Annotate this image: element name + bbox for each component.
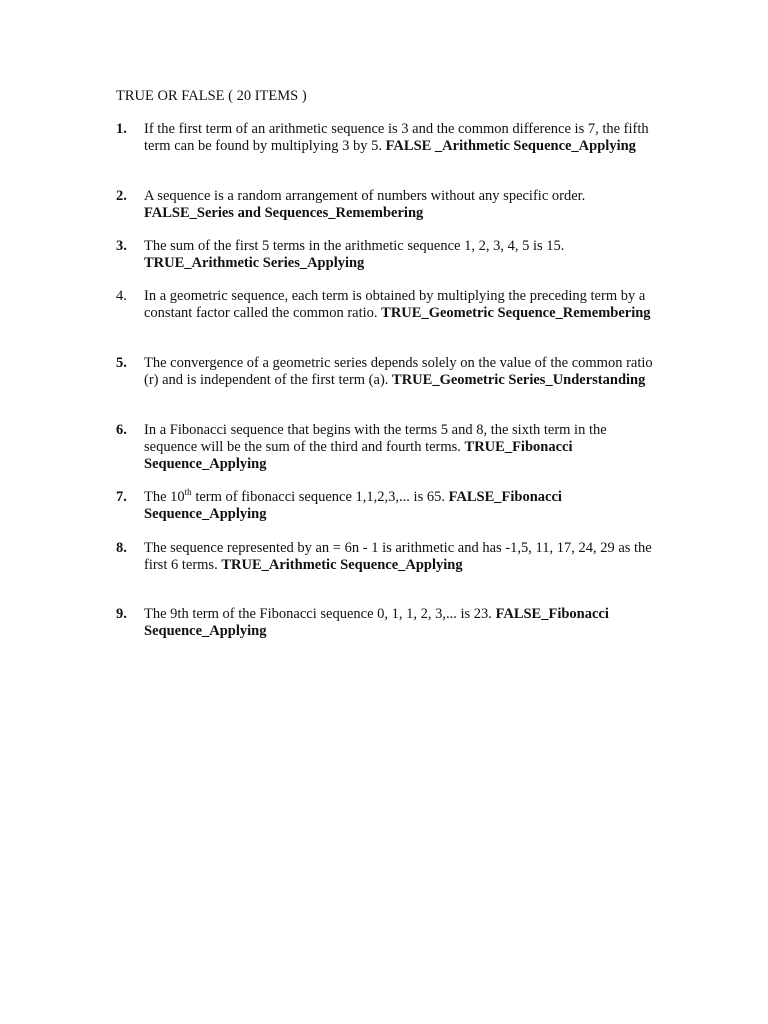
item-question-text: A sequence is a random arrangement of numbers without any specific order. xyxy=(144,188,586,204)
item-answer: FALSE_Fibonacci Sequence_Applying xyxy=(144,606,609,639)
item-body xyxy=(144,489,660,523)
item-number: 8. xyxy=(116,540,127,556)
item-number: 1. xyxy=(116,121,127,137)
question-item-5 xyxy=(116,355,660,389)
question-item-1 xyxy=(116,121,660,155)
question-item-8 xyxy=(116,540,660,574)
question-item-7 xyxy=(116,489,660,523)
item-question-text: The convergence of a geometric series depends solely on the value of the common ratio (r) and is independent of the first term (a). xyxy=(144,355,653,388)
item-question-text: In a Fibonacci sequence that begins with the terms 5 and 8, the sixth term in the sequence will be the sum of the third and fourth terms. xyxy=(144,422,607,455)
question-item-2 xyxy=(116,188,660,222)
item-question-text: The 9th term of the Fibonacci sequence 0, 1, 1, 2, 3,... is 23. xyxy=(144,606,496,622)
item-body xyxy=(144,540,660,574)
document-title: TRUE OR FALSE ( 20 ITEMS ) xyxy=(116,88,307,104)
item-body xyxy=(144,188,660,222)
item-answer: TRUE_Arithmetic Sequence_Applying xyxy=(221,557,463,573)
item-question-text: The sequence represented by an = 6n - 1 is arithmetic and has -1,5, 11, 17, 24, 29 as the first 6 terms. xyxy=(144,540,652,573)
ordinal-suffix: th xyxy=(184,487,192,498)
item-body xyxy=(144,355,660,389)
item-question-text: term of fibonacci sequence 1,1,2,3,... is 65. xyxy=(191,489,449,505)
question-item-3 xyxy=(116,238,660,272)
question-item-6 xyxy=(116,422,660,473)
item-body xyxy=(144,238,660,272)
item-answer: FALSE_Fibonacci Sequence_Applying xyxy=(144,489,562,522)
item-answer: TRUE_Geometric Sequence_Remembering xyxy=(381,305,651,321)
item-body xyxy=(144,121,660,155)
item-number: 7. xyxy=(116,489,127,505)
item-number: 6. xyxy=(116,422,127,438)
item-question-text: The sum of the first 5 terms in the arithmetic sequence 1, 2, 3, 4, 5 is 15. xyxy=(144,238,565,254)
item-question-text: If the first term of an arithmetic sequence is 3 and the common difference is 7, the fifth term can be found by multiplying 3 by 5. xyxy=(144,121,649,154)
item-body xyxy=(144,606,660,640)
item-answer: FALSE _Arithmetic Sequence_Applying xyxy=(385,138,636,154)
item-question-text-start: The 10 xyxy=(144,489,185,505)
item-number: 5. xyxy=(116,355,127,371)
item-answer: TRUE_Arithmetic Series_Applying xyxy=(144,255,365,271)
item-answer: TRUE_Geometric Series_Understanding xyxy=(392,372,646,388)
question-item-4 xyxy=(116,288,660,322)
item-number: 9. xyxy=(116,606,127,622)
question-item-9 xyxy=(116,606,660,640)
item-body xyxy=(144,288,660,322)
item-number: 2. xyxy=(116,188,127,204)
item-answer: TRUE_Fibonacci Sequence_Applying xyxy=(144,439,573,472)
item-number: 3. xyxy=(116,238,127,254)
item-number: 4. xyxy=(116,288,127,304)
item-question-text: In a geometric sequence, each term is obtained by multiplying the preceding term by a constant factor called the common ratio. xyxy=(144,288,646,321)
item-body xyxy=(144,422,660,473)
item-answer: FALSE_Series and Sequences_Remembering xyxy=(144,205,424,221)
